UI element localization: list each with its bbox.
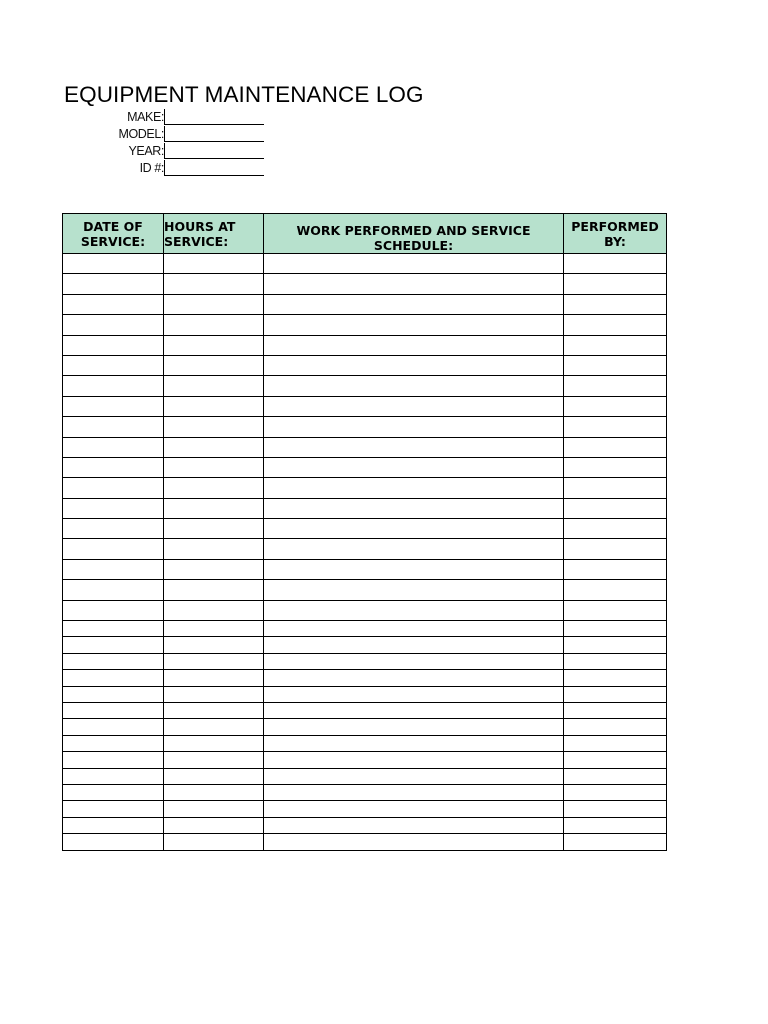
hours-cell[interactable] — [164, 396, 264, 416]
header-line: HOURS AT — [164, 218, 236, 234]
work-cell[interactable] — [264, 335, 564, 355]
table-row — [63, 621, 667, 637]
performed-by-cell[interactable] — [564, 274, 667, 294]
table-row — [63, 396, 667, 416]
table-row — [63, 768, 667, 784]
work-cell[interactable] — [264, 653, 564, 669]
performed-by-cell[interactable] — [564, 437, 667, 457]
model-field-row — [0, 126, 270, 143]
date-cell[interactable] — [63, 519, 164, 539]
performed-by-cell[interactable] — [564, 752, 667, 768]
work-cell[interactable] — [264, 670, 564, 686]
date-cell[interactable] — [63, 801, 164, 817]
performed-by-cell[interactable] — [564, 686, 667, 702]
performed-by-cell[interactable] — [564, 417, 667, 437]
work-cell[interactable] — [264, 834, 564, 850]
performed-by-cell[interactable] — [564, 653, 667, 669]
performed-by-cell[interactable] — [564, 768, 667, 784]
table-row — [63, 580, 667, 600]
id-field-row — [0, 160, 270, 177]
date-cell[interactable] — [63, 417, 164, 437]
hours-cell[interactable] — [164, 335, 264, 355]
hours-cell[interactable] — [164, 784, 264, 800]
date-cell[interactable] — [63, 254, 164, 274]
hours-cell[interactable] — [164, 637, 264, 653]
table-row — [63, 637, 667, 653]
table-row — [63, 437, 667, 457]
table-row — [63, 376, 667, 396]
hours-cell[interactable] — [164, 355, 264, 375]
performed-by-cell[interactable] — [564, 719, 667, 735]
work-cell[interactable] — [264, 254, 564, 274]
performed-by-cell[interactable] — [564, 254, 667, 274]
table-row — [63, 600, 667, 620]
date-cell[interactable] — [63, 735, 164, 751]
work-cell[interactable] — [264, 274, 564, 294]
table-row — [63, 519, 667, 539]
date-cell[interactable] — [63, 437, 164, 457]
table-row — [63, 315, 667, 335]
date-cell[interactable] — [63, 637, 164, 653]
table-row — [63, 735, 667, 751]
table-row — [63, 702, 667, 718]
work-cell[interactable] — [264, 376, 564, 396]
table-row — [63, 417, 667, 437]
work-cell[interactable] — [264, 417, 564, 437]
header-line: DATE OF — [83, 218, 143, 234]
table-row — [63, 784, 667, 800]
year-field-row — [0, 143, 270, 160]
date-cell[interactable] — [63, 539, 164, 559]
date-cell[interactable] — [63, 294, 164, 314]
table-row — [63, 539, 667, 559]
performed-by-cell[interactable] — [564, 355, 667, 375]
hours-cell[interactable] — [164, 653, 264, 669]
date-cell[interactable] — [63, 559, 164, 579]
performed-by-cell[interactable] — [564, 801, 667, 817]
hours-cell[interactable] — [164, 539, 264, 559]
hours-cell[interactable] — [164, 719, 264, 735]
date-cell[interactable] — [63, 834, 164, 850]
work-cell[interactable] — [264, 735, 564, 751]
hours-cell[interactable] — [164, 437, 264, 457]
column-header-performed-by — [564, 214, 667, 254]
column-header-date-of-service — [63, 214, 164, 254]
hours-cell[interactable] — [164, 294, 264, 314]
table-row — [63, 670, 667, 686]
hours-cell[interactable] — [164, 801, 264, 817]
hours-cell[interactable] — [164, 752, 264, 768]
performed-by-cell[interactable] — [564, 784, 667, 800]
hours-cell[interactable] — [164, 376, 264, 396]
hours-cell[interactable] — [164, 315, 264, 335]
work-cell[interactable] — [264, 719, 564, 735]
table-row — [63, 686, 667, 702]
work-cell[interactable] — [264, 801, 564, 817]
performed-by-cell[interactable] — [564, 559, 667, 579]
hours-cell[interactable] — [164, 686, 264, 702]
date-cell[interactable] — [63, 670, 164, 686]
performed-by-cell[interactable] — [564, 315, 667, 335]
work-cell[interactable] — [264, 784, 564, 800]
performed-by-cell[interactable] — [564, 621, 667, 637]
id-label: ID #: — [139, 161, 164, 175]
work-cell[interactable] — [264, 600, 564, 620]
work-cell[interactable] — [264, 355, 564, 375]
work-cell[interactable] — [264, 457, 564, 477]
hours-cell[interactable] — [164, 702, 264, 718]
performed-by-cell[interactable] — [564, 702, 667, 718]
work-cell[interactable] — [264, 437, 564, 457]
date-cell[interactable] — [63, 355, 164, 375]
performed-by-cell[interactable] — [564, 539, 667, 559]
hours-cell[interactable] — [164, 559, 264, 579]
performed-by-cell[interactable] — [564, 335, 667, 355]
hours-cell[interactable] — [164, 519, 264, 539]
hours-cell[interactable] — [164, 621, 264, 637]
model-label: MODEL: — [118, 127, 164, 141]
header-line: BY: — [604, 233, 626, 249]
page-title: EQUIPMENT MAINTENANCE LOG — [64, 82, 424, 107]
header-line: WORK PERFORMED AND SERVICE SCHEDULE: — [296, 223, 531, 253]
table-row — [63, 274, 667, 294]
work-cell[interactable] — [264, 580, 564, 600]
date-cell[interactable] — [63, 784, 164, 800]
year-input[interactable] — [164, 143, 264, 159]
performed-by-cell[interactable] — [564, 670, 667, 686]
date-cell[interactable] — [63, 817, 164, 833]
date-cell[interactable] — [63, 752, 164, 768]
hours-cell[interactable] — [164, 768, 264, 784]
performed-by-cell[interactable] — [564, 834, 667, 850]
date-cell[interactable] — [63, 580, 164, 600]
performed-by-cell[interactable] — [564, 478, 667, 498]
table-row — [63, 254, 667, 274]
date-cell[interactable] — [63, 315, 164, 335]
hours-cell[interactable] — [164, 670, 264, 686]
table-row — [63, 653, 667, 669]
work-cell[interactable] — [264, 519, 564, 539]
work-cell[interactable] — [264, 498, 564, 518]
work-cell[interactable] — [264, 396, 564, 416]
performed-by-cell[interactable] — [564, 735, 667, 751]
date-cell[interactable] — [63, 702, 164, 718]
date-cell[interactable] — [63, 396, 164, 416]
table-row — [63, 752, 667, 768]
date-cell[interactable] — [63, 768, 164, 784]
column-header-hours-at-service — [164, 214, 264, 254]
table-row — [63, 457, 667, 477]
table-row — [63, 559, 667, 579]
performed-by-cell[interactable] — [564, 637, 667, 653]
make-label: MAKE: — [127, 110, 164, 124]
performed-by-cell[interactable] — [564, 457, 667, 477]
year-label: YEAR: — [128, 144, 164, 158]
hours-cell[interactable] — [164, 834, 264, 850]
work-cell[interactable] — [264, 478, 564, 498]
model-input[interactable] — [164, 126, 264, 142]
date-cell[interactable] — [63, 686, 164, 702]
work-cell[interactable] — [264, 817, 564, 833]
date-cell[interactable] — [63, 457, 164, 477]
maintenance-log-table — [62, 213, 667, 851]
date-cell[interactable] — [63, 621, 164, 637]
table-row — [63, 719, 667, 735]
hours-cell[interactable] — [164, 580, 264, 600]
performed-by-cell[interactable] — [564, 580, 667, 600]
performed-by-cell[interactable] — [564, 817, 667, 833]
work-cell[interactable] — [264, 539, 564, 559]
date-cell[interactable] — [63, 376, 164, 396]
table-row — [63, 498, 667, 518]
work-cell[interactable] — [264, 294, 564, 314]
table-header-row — [63, 214, 667, 254]
table-row — [63, 355, 667, 375]
make-field-row — [0, 109, 270, 126]
performed-by-cell[interactable] — [564, 600, 667, 620]
hours-cell[interactable] — [164, 478, 264, 498]
hours-cell[interactable] — [164, 735, 264, 751]
date-cell[interactable] — [63, 335, 164, 355]
table-row — [63, 834, 667, 850]
make-input[interactable] — [164, 109, 264, 125]
date-cell[interactable] — [63, 478, 164, 498]
column-header-work-performed — [264, 214, 564, 254]
header-line: SERVICE: — [164, 233, 229, 249]
hours-cell[interactable] — [164, 274, 264, 294]
performed-by-cell[interactable] — [564, 519, 667, 539]
hours-cell[interactable] — [164, 254, 264, 274]
performed-by-cell[interactable] — [564, 498, 667, 518]
header-line: SERVICE: — [80, 233, 146, 249]
table-row — [63, 478, 667, 498]
hours-cell[interactable] — [164, 600, 264, 620]
id-input[interactable] — [164, 160, 264, 176]
performed-by-cell[interactable] — [564, 294, 667, 314]
header-line: PERFORMED — [571, 218, 659, 234]
date-cell[interactable] — [63, 600, 164, 620]
performed-by-cell[interactable] — [564, 376, 667, 396]
work-cell[interactable] — [264, 752, 564, 768]
work-cell[interactable] — [264, 686, 564, 702]
work-cell[interactable] — [264, 637, 564, 653]
date-cell[interactable] — [63, 653, 164, 669]
work-cell[interactable] — [264, 768, 564, 784]
date-cell[interactable] — [63, 719, 164, 735]
work-cell[interactable] — [264, 559, 564, 579]
hours-cell[interactable] — [164, 817, 264, 833]
hours-cell[interactable] — [164, 417, 264, 437]
work-cell[interactable] — [264, 315, 564, 335]
performed-by-cell[interactable] — [564, 396, 667, 416]
date-cell[interactable] — [63, 498, 164, 518]
table-row — [63, 294, 667, 314]
table-row — [63, 801, 667, 817]
table-body — [63, 254, 667, 851]
hours-cell[interactable] — [164, 457, 264, 477]
date-cell[interactable] — [63, 274, 164, 294]
table-row — [63, 335, 667, 355]
table-row — [63, 817, 667, 833]
work-cell[interactable] — [264, 702, 564, 718]
work-cell[interactable] — [264, 621, 564, 637]
hours-cell[interactable] — [164, 498, 264, 518]
